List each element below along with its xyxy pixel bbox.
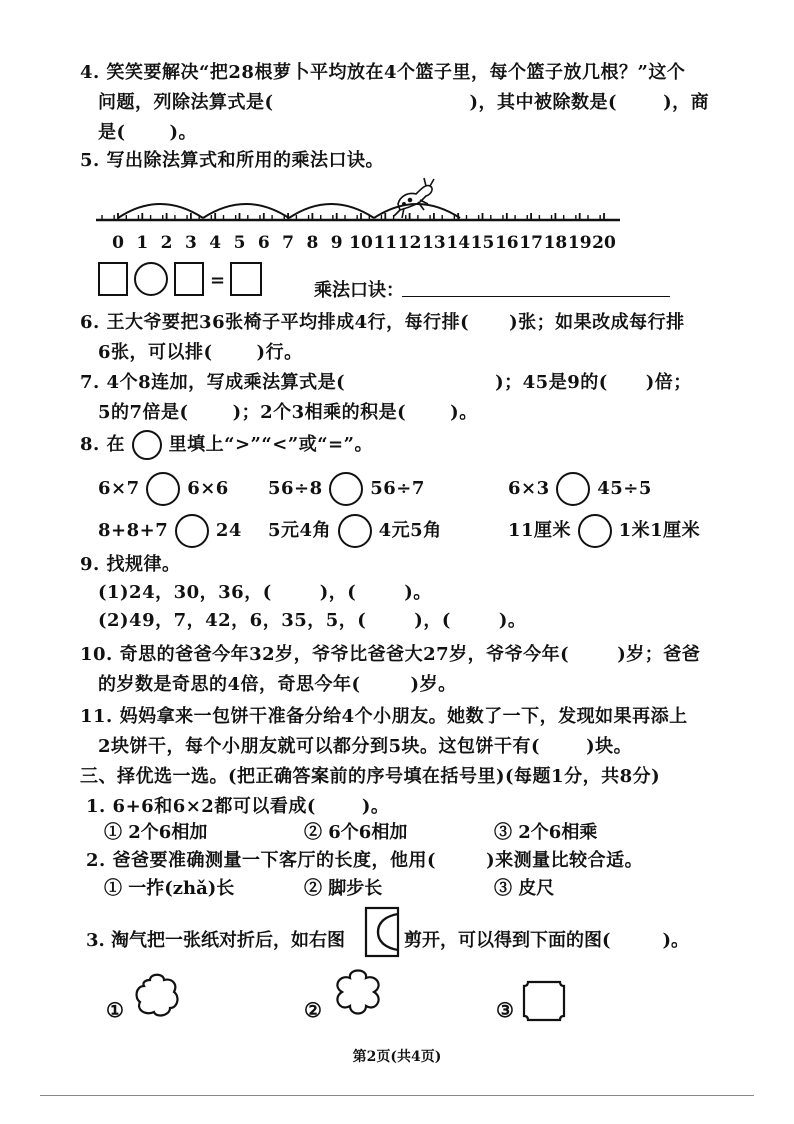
number-line-label-20: 20	[592, 233, 616, 253]
q7-line2	[98, 398, 478, 424]
q10-line2-b: )岁。	[410, 674, 457, 695]
q6-line2-a: 6张，可以排(	[98, 342, 213, 363]
number-line-label-18: 18	[543, 233, 568, 253]
q6-line1-b: )张；如果改成每行排	[509, 312, 685, 333]
rhyme-label: 乘法口诀：	[314, 280, 404, 301]
s3-q3-option-2-label[interactable]: ②	[304, 998, 322, 1022]
number-line-label-11: 11	[373, 233, 398, 253]
q8-item-1	[98, 472, 229, 506]
rhyme-answer-line[interactable]	[402, 296, 670, 297]
q8-compare-circle-6[interactable]	[578, 514, 612, 548]
notched-square-shape-icon[interactable]	[520, 978, 568, 1024]
s3-q3-b-text: 剪开，可以得到下面的图(	[404, 930, 611, 951]
q4-line3	[98, 118, 197, 144]
four-petal-shape-icon[interactable]	[132, 972, 182, 1020]
q8-compare-circle-5[interactable]	[338, 514, 372, 548]
q8-compare-circle-4[interactable]	[175, 514, 209, 548]
q8-title-a: 8. 在	[80, 434, 126, 455]
bottom-rule	[40, 1095, 754, 1096]
q11-line2	[98, 732, 632, 758]
q9-line2	[98, 606, 526, 632]
q8-item-5-right: 4元5角	[378, 520, 442, 541]
q7-line1	[80, 368, 692, 394]
q8-item-2	[268, 472, 425, 506]
q9-line1-c: )。	[404, 582, 432, 603]
q4-line2-b: )，其中被除数是(	[469, 92, 618, 113]
s3-q3-b	[404, 926, 689, 952]
q9-line2-c: )。	[498, 610, 527, 631]
q8-item-4-left: 8+8+7	[98, 520, 169, 541]
number-line-label-1: 1	[136, 233, 149, 253]
number-line-label-8: 8	[306, 233, 319, 253]
equals-sign: =	[210, 270, 226, 291]
q4-line3-b: )。	[169, 122, 198, 143]
q4-line2-a: 问题，列除法算式是(	[98, 92, 274, 113]
number-line-label-13: 13	[422, 233, 446, 253]
divisor-box[interactable]	[174, 262, 204, 296]
q11-line1: 11. 妈妈拿来一包饼干准备分给4个小朋友。她数了一下，发现如果再添上	[80, 706, 688, 727]
flower-shape-icon[interactable]	[330, 964, 386, 1020]
number-line-figure	[90, 172, 650, 260]
s3-q1-option-2[interactable]: ② 6个6相加	[304, 822, 408, 843]
q10-line2	[98, 670, 457, 696]
dividend-box[interactable]	[98, 262, 128, 296]
deer-icon	[394, 178, 434, 218]
q4-line2	[98, 88, 709, 114]
q8-title-b: 里填上“>”“<”或“=”。	[168, 434, 373, 455]
q9-line1-a: (1)24，30，36，(	[98, 582, 272, 603]
q8-item-5	[268, 514, 442, 548]
q7-line2-a: 5的7倍是(	[98, 402, 189, 423]
s3-q3-option-3-label[interactable]: ③	[496, 998, 514, 1022]
number-line-label-2: 2	[160, 233, 173, 253]
page-footer: 第2页(共4页)	[352, 1049, 442, 1065]
q8-item-6	[508, 514, 700, 548]
number-line-label-15: 15	[470, 233, 495, 253]
q8-item-2-right: 56÷7	[370, 478, 425, 499]
q7-line1-b: )；45是9的(	[495, 372, 608, 393]
quotient-box[interactable]	[230, 262, 262, 296]
q11-line2-a: 2块饼干，每个小朋友就可以都分到5块。这包饼干有(	[98, 736, 541, 757]
s3-q1-option-3[interactable]: ③ 2个6相乘	[494, 822, 598, 843]
q8-item-2-left: 56÷8	[268, 478, 323, 499]
q6-line1-a: 6. 王大爷要把36张椅子平均排成4行，每行排(	[80, 312, 470, 333]
q10-line1	[80, 640, 700, 666]
q11-line2-b: )块。	[586, 736, 633, 757]
q8-item-4-right: 24	[215, 520, 242, 541]
number-line-label-17: 17	[519, 233, 543, 253]
q8-compare-circle-1[interactable]	[146, 472, 180, 506]
number-line-label-6: 6	[257, 233, 270, 253]
q7-line1-a: 7. 4个8连加，写成乘法算式是(	[80, 372, 346, 393]
s3-q2-option-3[interactable]: ③ 皮尺	[494, 878, 555, 899]
q5-title: 5. 写出除法算式和所用的乘法口诀。	[80, 150, 385, 171]
number-line-label-9: 9	[330, 233, 343, 253]
q9-line2-a: (2)49，7，42，6，35，5，(	[98, 610, 367, 631]
q4-line1: 4. 笑笑要解决“把28根萝卜平均放在4个篮子里，每个篮子放几根？”这个	[80, 62, 686, 83]
q8-item-4	[98, 514, 242, 548]
number-line-labels	[112, 233, 616, 253]
q7-line1-c: )倍；	[645, 372, 692, 393]
number-line-label-4: 4	[209, 233, 222, 253]
q9-line1	[98, 578, 432, 604]
q9-line1-b: )，(	[319, 582, 357, 603]
q6-line2-b: )行。	[256, 342, 303, 363]
q9-title: 9. 找规律。	[80, 554, 181, 575]
q6-line1	[80, 308, 685, 334]
section3-heading: 三、择优选一选。(把正确答案前的序号填在括号里)(每题1分，共8分)	[80, 766, 661, 787]
number-line-label-5: 5	[233, 233, 246, 253]
number-line-label-0: 0	[112, 233, 124, 253]
s3-q1	[86, 792, 389, 818]
q7-line2-c: )。	[450, 402, 478, 423]
q8-item-3-left: 6×3	[508, 478, 550, 499]
operator-circle[interactable]	[134, 262, 168, 296]
number-line-label-10: 10	[349, 233, 373, 253]
s3-q2-option-2[interactable]: ② 脚步长	[304, 878, 383, 899]
folded-paper-icon	[364, 906, 400, 958]
number-line-label-7: 7	[282, 233, 295, 253]
q8-item-3-right: 45÷5	[597, 478, 652, 499]
q8-item-1-right: 6×6	[187, 478, 229, 499]
s3-q1-a: 1. 6+6和6×2都可以看成(	[86, 796, 316, 817]
s3-q3-a: 3. 淘气把一张纸对折后，如右图	[86, 930, 346, 951]
s3-q2-b: )来测量比较合适。	[486, 850, 644, 871]
number-line-label-19: 19	[567, 233, 592, 253]
q8-title	[80, 430, 373, 460]
s3-q2-a: 2. 爸爸要准确测量一下客厅的长度，他用(	[86, 850, 437, 871]
q8-item-1-left: 6×7	[98, 478, 140, 499]
q9-line2-b: )，(	[414, 610, 451, 631]
q8-item-3	[508, 472, 652, 506]
q8-item-6-left: 11厘米	[508, 520, 572, 541]
q4-line3-a: 是(	[98, 122, 126, 143]
number-line-label-3: 3	[184, 233, 197, 253]
q6-line2	[98, 338, 303, 364]
number-line-label-12: 12	[397, 233, 422, 253]
q8-item-6-right: 1米1厘米	[618, 520, 701, 541]
s3-q3-c: )。	[662, 930, 690, 951]
q7-line2-b: )；2个3相乘的积是(	[232, 402, 407, 423]
s3-q2-option-1[interactable]: ① 一拃(zhǎ)长	[104, 878, 235, 899]
number-line-label-14: 14	[446, 233, 471, 253]
s3-q1-option-1[interactable]: ① 2个6相加	[104, 822, 208, 843]
q8-compare-circle-3[interactable]	[556, 472, 590, 506]
number-line-label-16: 16	[494, 233, 519, 253]
q10-line1-a: 10. 奇思的爸爸今年32岁，爷爷比爸爸大27岁，爷爷今年(	[80, 644, 570, 665]
q8-item-5-left: 5元4角	[268, 520, 332, 541]
q10-line2-a: 的岁数是奇思的4倍，奇思今年(	[98, 674, 361, 695]
q8-compare-circle-2[interactable]	[329, 472, 363, 506]
s3-q1-b: )。	[361, 796, 390, 817]
q4-line2-c: )，商	[663, 92, 710, 113]
s3-q2	[86, 846, 643, 872]
q10-line1-b: )岁；爸爸	[617, 644, 701, 665]
q8-example-circle	[132, 430, 162, 460]
s3-q3-option-1-label[interactable]: ①	[106, 998, 124, 1022]
